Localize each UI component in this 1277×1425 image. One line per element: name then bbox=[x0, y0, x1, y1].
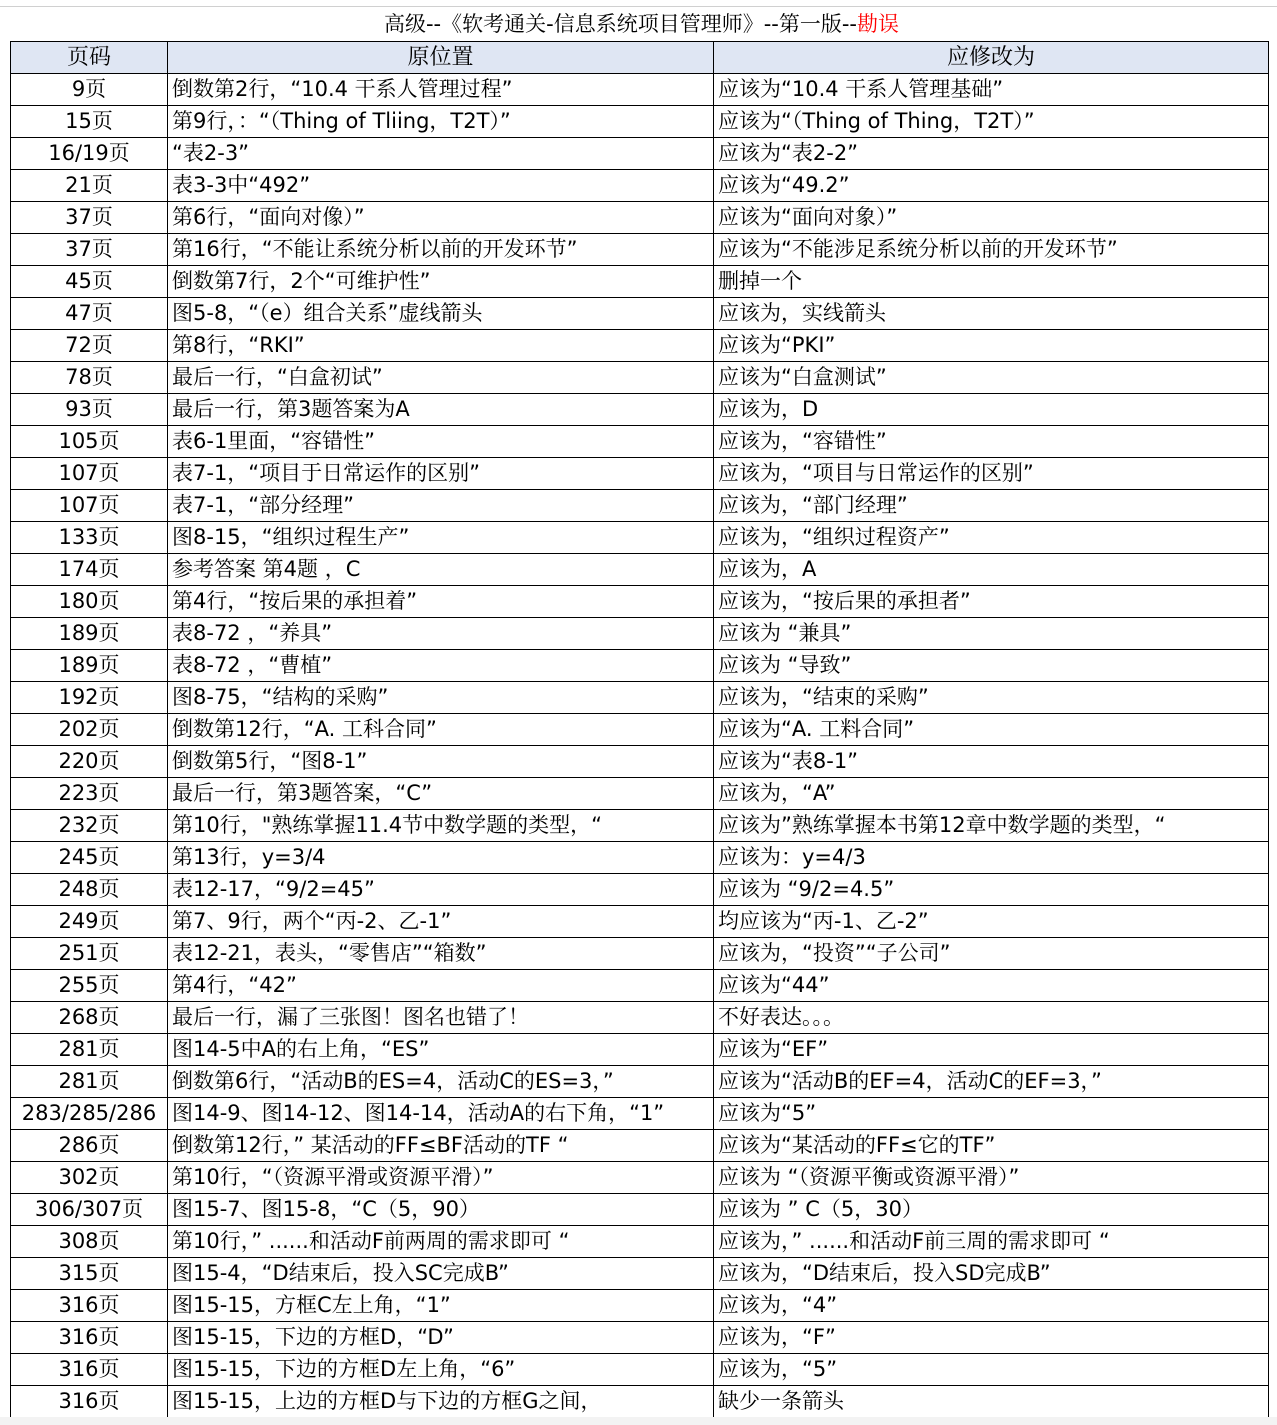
cell-correction[interactable]: 应该为：y=4/3 bbox=[714, 842, 1269, 874]
cell-page[interactable]: 133页 bbox=[11, 522, 168, 554]
cell-correction[interactable]: 应该为，” ......和活动F前三周的需求即可 “ bbox=[714, 1226, 1269, 1258]
cell-page[interactable]: 192页 bbox=[11, 682, 168, 714]
cell-correction[interactable]: 应该为“10.4 干系人管理基础” bbox=[714, 74, 1269, 106]
cell-original[interactable]: 表12-21，表头，“零售店”“箱数” bbox=[168, 938, 714, 970]
table-row bbox=[11, 586, 1269, 618]
cell-correction[interactable]: 应该为“面向对象）” bbox=[714, 202, 1269, 234]
cell-correction[interactable]: 应该为“活动B的EF=4，活动C的EF=3，” bbox=[714, 1066, 1269, 1098]
title-highlight: 勘误 bbox=[857, 12, 900, 36]
table-row bbox=[11, 1066, 1269, 1098]
cell-correction[interactable]: 应该为“44” bbox=[714, 970, 1269, 1002]
cell-page[interactable]: 21页 bbox=[11, 170, 168, 202]
cell-page[interactable]: 316页 bbox=[11, 1386, 168, 1418]
cell-page[interactable]: 47页 bbox=[11, 298, 168, 330]
table-row bbox=[11, 938, 1269, 970]
table-row bbox=[11, 778, 1269, 810]
cell-page[interactable]: 45页 bbox=[11, 266, 168, 298]
cell-original[interactable]: 第8行，“RKI” bbox=[168, 330, 714, 362]
table-row bbox=[11, 1130, 1269, 1162]
cell-original[interactable]: 第4行，“按后果的承担着” bbox=[168, 586, 714, 618]
table-row bbox=[11, 170, 1269, 202]
cell-page[interactable]: 232页 bbox=[11, 810, 168, 842]
cell-page[interactable]: 302页 bbox=[11, 1162, 168, 1194]
spreadsheet-bottom-strip bbox=[0, 1417, 1277, 1425]
table-row bbox=[11, 1386, 1269, 1418]
cell-correction[interactable]: 应该为，实线箭头 bbox=[714, 298, 1269, 330]
cell-original[interactable]: 表7-1，“部分经理” bbox=[168, 490, 714, 522]
cell-correction[interactable]: 应该为，“容错性” bbox=[714, 426, 1269, 458]
table-row bbox=[11, 298, 1269, 330]
cell-correction[interactable]: 应该为 “兼具” bbox=[714, 618, 1269, 650]
table-row bbox=[11, 458, 1269, 490]
cell-page[interactable]: 180页 bbox=[11, 586, 168, 618]
cell-page[interactable]: 255页 bbox=[11, 970, 168, 1002]
cell-original[interactable]: 第9行，：“（Thing of Tliing，T2T）” bbox=[168, 106, 714, 138]
cell-correction[interactable]: 应该为“A. 工料合同” bbox=[714, 714, 1269, 746]
cell-original[interactable]: 图14-5中A的右上角，“ES” bbox=[168, 1034, 714, 1066]
cell-correction[interactable]: 应该为，“组织过程资产” bbox=[714, 522, 1269, 554]
table-row bbox=[11, 1034, 1269, 1066]
table-row bbox=[11, 874, 1269, 906]
cell-original[interactable]: 最后一行，第3题答案为A bbox=[168, 394, 714, 426]
cell-correction[interactable]: 应该为“49.2” bbox=[714, 170, 1269, 202]
cell-original[interactable]: 第6行，“面向对像）” bbox=[168, 202, 714, 234]
cell-page[interactable]: 249页 bbox=[11, 906, 168, 938]
table-row bbox=[11, 234, 1269, 266]
table-row bbox=[11, 1098, 1269, 1130]
table-row bbox=[11, 1226, 1269, 1258]
table-row bbox=[11, 746, 1269, 778]
cell-page[interactable]: 107页 bbox=[11, 458, 168, 490]
table-row bbox=[11, 1354, 1269, 1386]
cell-page[interactable]: 78页 bbox=[11, 362, 168, 394]
errata-table bbox=[10, 7, 1269, 1418]
cell-correction[interactable]: 应该为，“A” bbox=[714, 778, 1269, 810]
cell-page[interactable]: 245页 bbox=[11, 842, 168, 874]
cell-original[interactable]: 表7-1，“项目于日常运作的区别” bbox=[168, 458, 714, 490]
cell-correction[interactable]: 应该为“某活动的FF≤它的TF” bbox=[714, 1130, 1269, 1162]
cell-page[interactable]: 37页 bbox=[11, 234, 168, 266]
cell-original[interactable]: 第16行，“不能让系统分析以前的开发环节” bbox=[168, 234, 714, 266]
cell-page[interactable]: 189页 bbox=[11, 650, 168, 682]
cell-correction[interactable]: 应该为，“按后果的承担者” bbox=[714, 586, 1269, 618]
cell-correction[interactable]: 应该为“白盒测试” bbox=[714, 362, 1269, 394]
cell-correction[interactable]: 应该为，D bbox=[714, 394, 1269, 426]
cell-original[interactable]: 倒数第6行，“活动B的ES=4，活动C的ES=3，” bbox=[168, 1066, 714, 1098]
cell-original[interactable]: 最后一行，漏了三张图！图名也错了！ bbox=[168, 1002, 714, 1034]
cell-correction[interactable]: 应该为“PKI” bbox=[714, 330, 1269, 362]
cell-correction[interactable]: 应该为 “（资源平衡或资源平滑）” bbox=[714, 1162, 1269, 1194]
table-row bbox=[11, 106, 1269, 138]
spreadsheet-top-strip bbox=[0, 0, 1277, 7]
cell-page[interactable]: 189页 bbox=[11, 618, 168, 650]
cell-original[interactable]: 图15-15，下边的方框D，“D” bbox=[168, 1322, 714, 1354]
cell-page[interactable]: 281页 bbox=[11, 1066, 168, 1098]
title-main: 高级--《软考通关-信息系统项目管理师》--第一版-- bbox=[383, 12, 858, 36]
cell-original[interactable]: 图15-15，方框C左上角，“1” bbox=[168, 1290, 714, 1322]
header-original[interactable]: 原位置 bbox=[168, 42, 714, 74]
cell-correction[interactable]: 应该为“5” bbox=[714, 1098, 1269, 1130]
cell-correction[interactable]: 应该为“不能涉足系统分析以前的开发环节” bbox=[714, 234, 1269, 266]
cell-original[interactable]: 图15-7、图15-8，“C（5，90） bbox=[168, 1194, 714, 1226]
cell-correction[interactable]: 应该为，“部门经理” bbox=[714, 490, 1269, 522]
cell-correction[interactable]: 应该为 ” C（5，30） bbox=[714, 1194, 1269, 1226]
cell-correction[interactable]: 应该为，“项目与日常运作的区别” bbox=[714, 458, 1269, 490]
table-row bbox=[11, 714, 1269, 746]
cell-original[interactable]: 倒数第7行，2个“可维护性” bbox=[168, 266, 714, 298]
table-row bbox=[11, 202, 1269, 234]
cell-correction[interactable]: 缺少一条箭头 bbox=[714, 1386, 1269, 1418]
cell-correction[interactable]: 应该为，“投资”“子公司” bbox=[714, 938, 1269, 970]
table-row bbox=[11, 650, 1269, 682]
cell-original[interactable]: 第10行，"熟练掌握11.4节中数学题的类型，“ bbox=[168, 810, 714, 842]
cell-page[interactable]: 15页 bbox=[11, 106, 168, 138]
cell-page[interactable]: 286页 bbox=[11, 1130, 168, 1162]
cell-original[interactable]: 图5-8，“（e）组合关系”虚线箭头 bbox=[168, 298, 714, 330]
cell-page[interactable]: 93页 bbox=[11, 394, 168, 426]
cell-correction[interactable]: 应该为，A bbox=[714, 554, 1269, 586]
table-row bbox=[11, 1162, 1269, 1194]
cell-correction[interactable]: 应该为 “9/2=4.5” bbox=[714, 874, 1269, 906]
cell-correction[interactable]: 应该为，“5” bbox=[714, 1354, 1269, 1386]
cell-page[interactable]: 308页 bbox=[11, 1226, 168, 1258]
cell-page[interactable]: 107页 bbox=[11, 490, 168, 522]
cell-original[interactable]: 参考答案 第4题 ，C bbox=[168, 554, 714, 586]
table-row bbox=[11, 522, 1269, 554]
cell-original[interactable]: 表12-17，“9/2=45” bbox=[168, 874, 714, 906]
table-row bbox=[11, 970, 1269, 1002]
cell-page[interactable]: 16/19页 bbox=[11, 138, 168, 170]
table-row bbox=[11, 266, 1269, 298]
table-row bbox=[11, 1290, 1269, 1322]
cell-page[interactable]: 220页 bbox=[11, 746, 168, 778]
cell-page[interactable]: 306/307页 bbox=[11, 1194, 168, 1226]
cell-original[interactable]: 倒数第12行，” 某活动的FF≤BF活动的TF “ bbox=[168, 1130, 714, 1162]
cell-original[interactable]: 表8-72 ，“曹植” bbox=[168, 650, 714, 682]
table-row bbox=[11, 618, 1269, 650]
table-row bbox=[11, 330, 1269, 362]
table-row bbox=[11, 1194, 1269, 1226]
cell-original[interactable]: 第4行，“42” bbox=[168, 970, 714, 1002]
cell-original[interactable]: 图14-9、图14-12、图14-14，活动A的右下角，“1” bbox=[168, 1098, 714, 1130]
cell-page[interactable]: 72页 bbox=[11, 330, 168, 362]
cell-original[interactable]: 表6-1里面，“容错性” bbox=[168, 426, 714, 458]
cell-original[interactable]: 倒数第5行，“图8-1” bbox=[168, 746, 714, 778]
cell-original[interactable]: 倒数第2行，“10.4 干系人管理过程” bbox=[168, 74, 714, 106]
cell-page[interactable]: 315页 bbox=[11, 1258, 168, 1290]
cell-correction[interactable]: 应该为 “导致” bbox=[714, 650, 1269, 682]
table-row bbox=[11, 554, 1269, 586]
cell-page[interactable]: 223页 bbox=[11, 778, 168, 810]
cell-correction[interactable]: 均应该为“丙-1、乙-2” bbox=[714, 906, 1269, 938]
cell-page[interactable]: 9页 bbox=[11, 74, 168, 106]
cell-original[interactable]: 最后一行，第3题答案，“C” bbox=[168, 778, 714, 810]
cell-original[interactable]: 图15-4，“D结束后，投入SC完成B” bbox=[168, 1258, 714, 1290]
cell-page[interactable]: 316页 bbox=[11, 1290, 168, 1322]
cell-original[interactable]: 图15-15，上边的方框D与下边的方框G之间， bbox=[168, 1386, 714, 1418]
cell-original[interactable]: 表3-3中“492” bbox=[168, 170, 714, 202]
table-row bbox=[11, 1258, 1269, 1290]
table-row bbox=[11, 74, 1269, 106]
table-row bbox=[11, 682, 1269, 714]
cell-original[interactable]: 图8-15，“组织过程生产” bbox=[168, 522, 714, 554]
table-row bbox=[11, 426, 1269, 458]
table-row bbox=[11, 138, 1269, 170]
cell-correction[interactable]: 应该为”熟练掌握本书第12章中数学题的类型，“ bbox=[714, 810, 1269, 842]
table-row bbox=[11, 810, 1269, 842]
header-correction[interactable]: 应修改为 bbox=[714, 42, 1269, 74]
cell-page[interactable]: 268页 bbox=[11, 1002, 168, 1034]
cell-correction[interactable]: 应该为“（Thing of Thing，T2T）” bbox=[714, 106, 1269, 138]
cell-correction[interactable]: 应该为“表2-2” bbox=[714, 138, 1269, 170]
cell-page[interactable]: 281页 bbox=[11, 1034, 168, 1066]
cell-original[interactable]: 第10行，” ......和活动F前两周的需求即可 “ bbox=[168, 1226, 714, 1258]
cell-original[interactable]: 图15-15，下边的方框D左上角，“6” bbox=[168, 1354, 714, 1386]
cell-original[interactable]: 第10行，“（资源平滑或资源平滑）” bbox=[168, 1162, 714, 1194]
cell-correction[interactable]: 应该为，“结束的采购” bbox=[714, 682, 1269, 714]
table-row bbox=[11, 490, 1269, 522]
table-row bbox=[11, 906, 1269, 938]
cell-page[interactable]: 105页 bbox=[11, 426, 168, 458]
cell-page[interactable]: 202页 bbox=[11, 714, 168, 746]
cell-correction[interactable]: 删掉一个 bbox=[714, 266, 1269, 298]
cell-page[interactable]: 283/285/286 bbox=[11, 1098, 168, 1130]
cell-page[interactable]: 251页 bbox=[11, 938, 168, 970]
cell-original[interactable]: 倒数第12行，“A. 工科合同” bbox=[168, 714, 714, 746]
cell-original[interactable]: 图8-75，“结构的采购” bbox=[168, 682, 714, 714]
table-row bbox=[11, 1002, 1269, 1034]
cell-original[interactable]: 最后一行，“白盒初试” bbox=[168, 362, 714, 394]
cell-correction[interactable]: 不好表达。。。 bbox=[714, 1002, 1269, 1034]
title-row bbox=[11, 7, 1269, 42]
header-row bbox=[11, 42, 1269, 74]
sheet-title[interactable] bbox=[11, 7, 1269, 42]
cell-original[interactable]: 第13行，y=3/4 bbox=[168, 842, 714, 874]
cell-correction[interactable]: 应该为，“4” bbox=[714, 1290, 1269, 1322]
cell-correction[interactable]: 应该为“表8-1” bbox=[714, 746, 1269, 778]
cell-correction[interactable]: 应该为，“F” bbox=[714, 1322, 1269, 1354]
cell-original[interactable]: “表2-3” bbox=[168, 138, 714, 170]
cell-original[interactable]: 表8-72 ，“养具” bbox=[168, 618, 714, 650]
table-row bbox=[11, 394, 1269, 426]
table-row bbox=[11, 362, 1269, 394]
cell-page[interactable]: 316页 bbox=[11, 1354, 168, 1386]
cell-page[interactable]: 248页 bbox=[11, 874, 168, 906]
header-page[interactable]: 页码 bbox=[11, 42, 168, 74]
cell-page[interactable]: 316页 bbox=[11, 1322, 168, 1354]
table-row bbox=[11, 1322, 1269, 1354]
cell-page[interactable]: 37页 bbox=[11, 202, 168, 234]
cell-page[interactable]: 174页 bbox=[11, 554, 168, 586]
cell-correction[interactable]: 应该为，“D结束后，投入SD完成B” bbox=[714, 1258, 1269, 1290]
cell-correction[interactable]: 应该为“EF” bbox=[714, 1034, 1269, 1066]
table-row bbox=[11, 842, 1269, 874]
cell-original[interactable]: 第7、9行，两个“丙-2、乙-1” bbox=[168, 906, 714, 938]
